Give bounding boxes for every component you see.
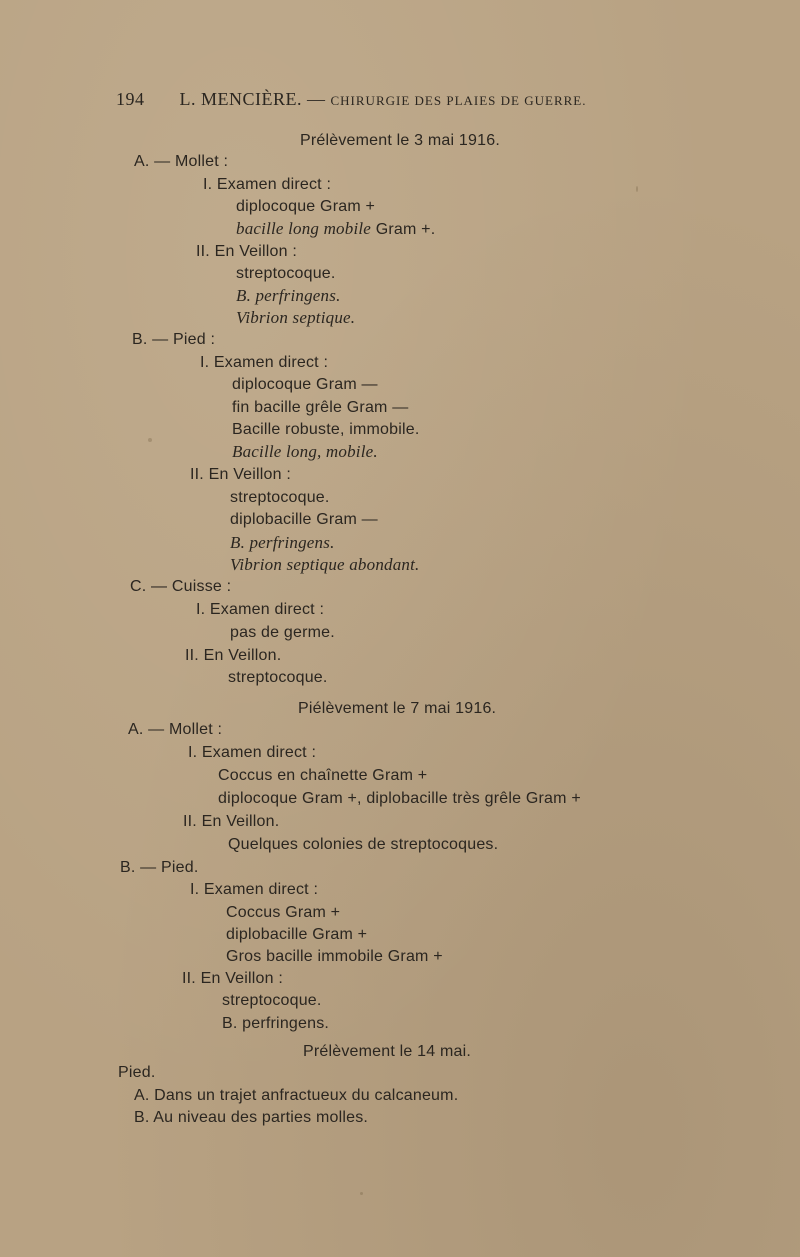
exam-heading: I. Examen direct : [188, 744, 317, 761]
finding-line: streptocoque. [222, 992, 322, 1009]
header-dash: — [307, 89, 326, 109]
book-title: CHIRURGIE DES PLAIES DE GUERRE. [330, 93, 587, 108]
finding-line: diplobacille Gram + [226, 926, 368, 943]
site-heading: B. — Pied : [132, 331, 216, 348]
site-heading: Pied. [118, 1064, 156, 1081]
finding-line: streptocoque. [236, 265, 336, 282]
exam-heading: II. En Veillon. [185, 647, 282, 664]
finding-line: B. perfringens. [230, 533, 335, 552]
finding-line: diplobacille Gram — [230, 511, 378, 528]
author-name: L. MENCIÈRE. [179, 89, 302, 109]
finding-line: Coccus en chaînette Gram + [218, 767, 428, 784]
section-heading: Prélèvement le 14 mai. [303, 1043, 472, 1060]
exam-heading: II. En Veillon : [196, 243, 298, 260]
exam-heading: II. En Veillon : [182, 970, 284, 987]
finding-line: streptocoque. [228, 669, 328, 686]
finding-line: A. Dans un trajet anfractueux du calcaneum. [134, 1087, 459, 1104]
site-heading: A. — Mollet : [134, 153, 229, 170]
exam-heading: II. En Veillon : [190, 466, 292, 483]
exam-heading: II. En Veillon. [183, 813, 280, 830]
finding-suffix: Gram +. [371, 221, 436, 238]
finding-line: diplocoque Gram +, diplobacille très grêle Gram + [218, 790, 581, 807]
running-header [116, 89, 676, 110]
finding-line: B. perfringens. [236, 286, 341, 305]
finding-line: Bacille robuste, immobile. [232, 421, 420, 438]
finding-line: Vibrion septique. [236, 308, 356, 327]
exam-heading: I. Examen direct : [190, 881, 319, 898]
finding-line: fin bacille grêle Gram — [232, 399, 409, 416]
exam-heading: I. Examen direct : [200, 354, 329, 371]
paper-speck [148, 438, 152, 442]
site-heading: B. — Pied. [120, 859, 199, 876]
finding-italic: bacille long mobile [236, 219, 372, 238]
finding-line: Coccus Gram + [226, 904, 341, 921]
site-heading: A. — Mollet : [128, 721, 223, 738]
exam-heading: I. Examen direct : [196, 601, 325, 618]
finding-line: Gros bacille immobile Gram + [226, 948, 443, 965]
site-heading: C. — Cuisse : [130, 578, 232, 595]
section-heading: Prélèvement le 3 mai 1916. [300, 132, 500, 149]
finding-line [236, 219, 435, 240]
finding-line: pas de germe. [230, 624, 335, 641]
finding-line: B. Au niveau des parties molles. [134, 1109, 369, 1126]
page-number: 194 [116, 89, 145, 109]
exam-heading: I. Examen direct : [203, 176, 332, 193]
finding-line: Bacille long, mobile. [232, 442, 378, 461]
finding-line: Quelques colonies de streptocoques. [228, 836, 499, 853]
paper-speck [636, 186, 638, 192]
finding-line: streptocoque. [230, 489, 330, 506]
finding-line: B. perfringens. [222, 1015, 330, 1032]
paper-speck [360, 1192, 363, 1195]
finding-line: diplocoque Gram + [236, 198, 376, 215]
finding-line: diplocoque Gram — [232, 376, 378, 393]
finding-line: Vibrion septique abondant. [230, 555, 420, 574]
section-heading: Piélèvement le 7 mai 1916. [298, 700, 497, 717]
